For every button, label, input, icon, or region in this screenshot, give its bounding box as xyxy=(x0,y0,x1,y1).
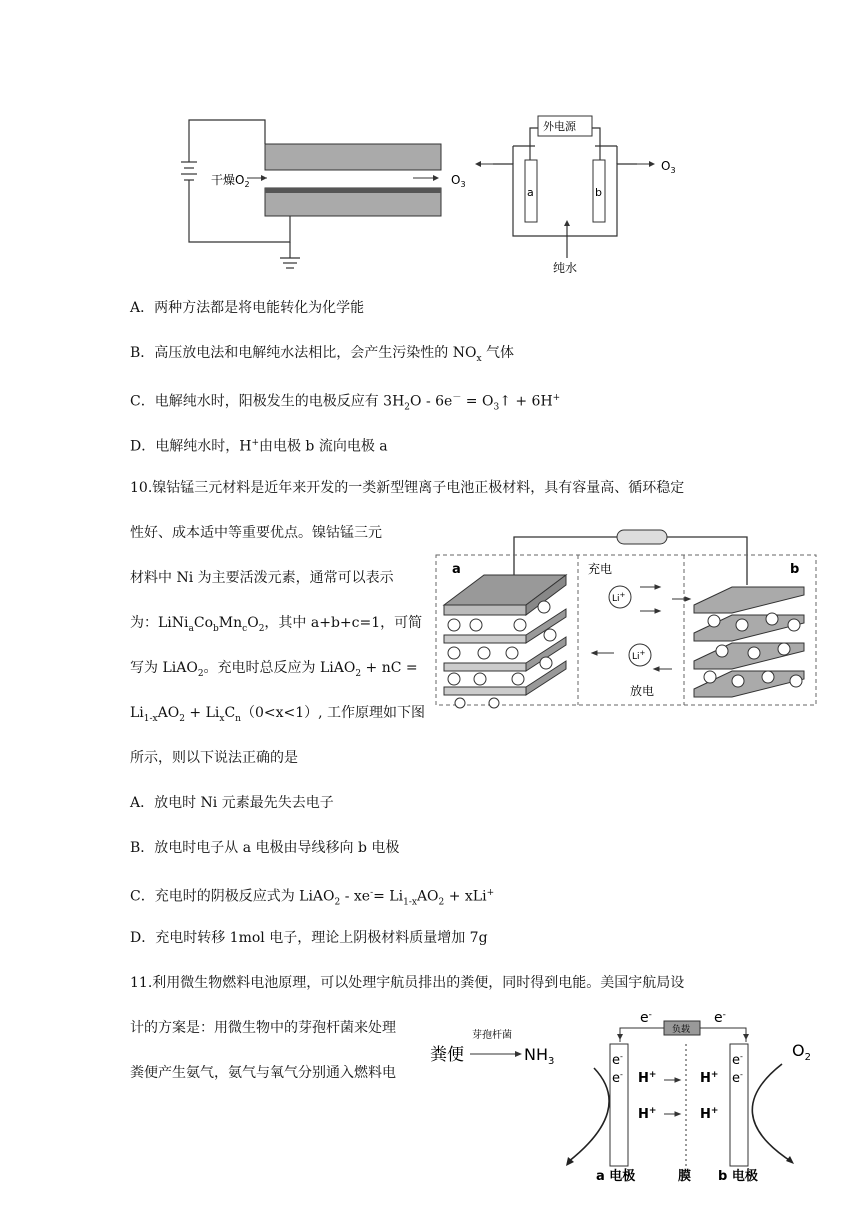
svg-text:H+: H+ xyxy=(638,1070,657,1086)
q10-stem-line3: 材料中 Ni 为主要活泼元素，通常可以表示 xyxy=(130,570,394,586)
nh3-flow-curve xyxy=(568,1068,609,1162)
svg-text:e-: e- xyxy=(732,1070,743,1086)
q11-stem-line1: 11.利用微生物燃料电池原理，可以处理宇航员排出的粪便，同时得到电能。美国宇航局设 xyxy=(130,975,685,991)
load-label: 负载 xyxy=(672,1025,691,1035)
q10-stem-line5: 写为 LiAO$_2$。充电时总反应为 LiAO$_2$ + nC = xyxy=(130,660,418,679)
electrode-b-label: b xyxy=(790,562,800,577)
ozone-apparatus-figure xyxy=(175,108,695,276)
load-resistor xyxy=(617,530,667,544)
q10-option-c: C．充电时的阴极反应式为 LiAO$_2$ - $xe^-= Li_{1-x}AO_2 + xLi^+$ xyxy=(130,888,495,908)
electron-right: e- xyxy=(714,1010,726,1026)
power-source-label: 外电源 xyxy=(543,120,576,133)
electrode-b-caption: b 电极 xyxy=(718,1169,758,1184)
svg-text:e-: e- xyxy=(732,1052,743,1068)
q9-option-a: A．两种方法都是将电能转化为化学能 xyxy=(130,300,365,316)
q11-stem-line3: 粪便产生氨气，氨气与氧气分别通入燃料电 xyxy=(130,1065,396,1081)
charge-arrows xyxy=(640,585,690,613)
right-o3-label: $O_3$ xyxy=(661,159,676,175)
nh3-label: $NH_3$ xyxy=(524,1045,555,1067)
q9-option-c: C．电解纯水时，阳极发生的电极反应有 $3H_2O - 6e^-$ = $O_3↑ + 6H^+$ xyxy=(130,393,561,413)
q11-stem-line2: 计的方案是：用微生物中的芽孢杆菌来处理 xyxy=(130,1020,396,1036)
upper-electrode-plate xyxy=(265,144,441,170)
charge-label: 充电 xyxy=(588,562,613,576)
svg-text:H+: H+ xyxy=(700,1106,719,1122)
battery-diagram xyxy=(432,525,822,709)
proton-arrows xyxy=(664,1078,680,1116)
bacteria-label: 芽孢杆菌 xyxy=(472,1030,512,1041)
q10-stem-line7: 所示，则以下说法正确的是 xyxy=(130,750,298,766)
pure-water-label: 纯水 xyxy=(553,261,578,275)
discharge-label: 放电 xyxy=(630,684,655,698)
feces-label: 粪便 xyxy=(430,1045,464,1065)
q10-stem-line4: 为：$LiNi_aCo_bMn_cO_2$，其中 a+b+c=1，可简 xyxy=(130,615,423,634)
svg-text:e-: e- xyxy=(612,1070,623,1086)
o2-flow-curve xyxy=(752,1064,792,1162)
svg-text:H+: H+ xyxy=(638,1106,657,1122)
q10-option-d: D．充电时转移 1mol 电子，理论上阴极材料质量增加 7g xyxy=(130,930,488,946)
q10-stem-line1: 10.镍钴锰三元材料是近年来开发的一类新型锂离子电池正极材料，具有容量高、循环稳定 xyxy=(130,480,685,496)
q10-stem-line6: $Li_{1-x}AO_2 + Li_xC_n(0<x<1)$, 工作原理如下图 xyxy=(130,705,426,724)
electrolysis-cell xyxy=(493,128,637,258)
svg-text:H+: H+ xyxy=(700,1070,719,1086)
left-o3-label: $O_3$ xyxy=(451,173,466,189)
q10-option-a: A．放电时 Ni 元素最先失去电子 xyxy=(130,795,334,811)
svg-text:Li+: Li+ xyxy=(632,649,646,662)
electrode-a-label: a xyxy=(527,186,534,199)
electrode-a-caption: a 电极 xyxy=(596,1169,636,1184)
o2-label: $O_2$ xyxy=(792,1041,811,1063)
q9-option-b: B．高压放电法和电解纯水法相比，会产生污染性的 $NO_x$ 气体 xyxy=(130,345,514,364)
dry-o2-label: 干燥$O_2$ xyxy=(211,173,250,189)
electrode-a-label: a xyxy=(452,562,461,577)
q9-option-d: D．电解纯水时，H+由电极 b 流向电极 a xyxy=(130,438,388,455)
svg-text:Li+: Li+ xyxy=(612,591,626,604)
microbial-fuel-cell-figure xyxy=(428,1010,828,1186)
svg-text:e-: e- xyxy=(612,1052,623,1068)
electron-left: e- xyxy=(640,1010,652,1026)
q10-stem-line2: 性好、成本适中等重要优点。镍钴锰三元 xyxy=(130,525,382,541)
membrane-caption: 膜 xyxy=(678,1169,692,1184)
electrode-b-label: b xyxy=(595,186,602,199)
q10-option-b: B．放电时电子从 a 电极由导线移向 b 电极 xyxy=(130,840,400,856)
